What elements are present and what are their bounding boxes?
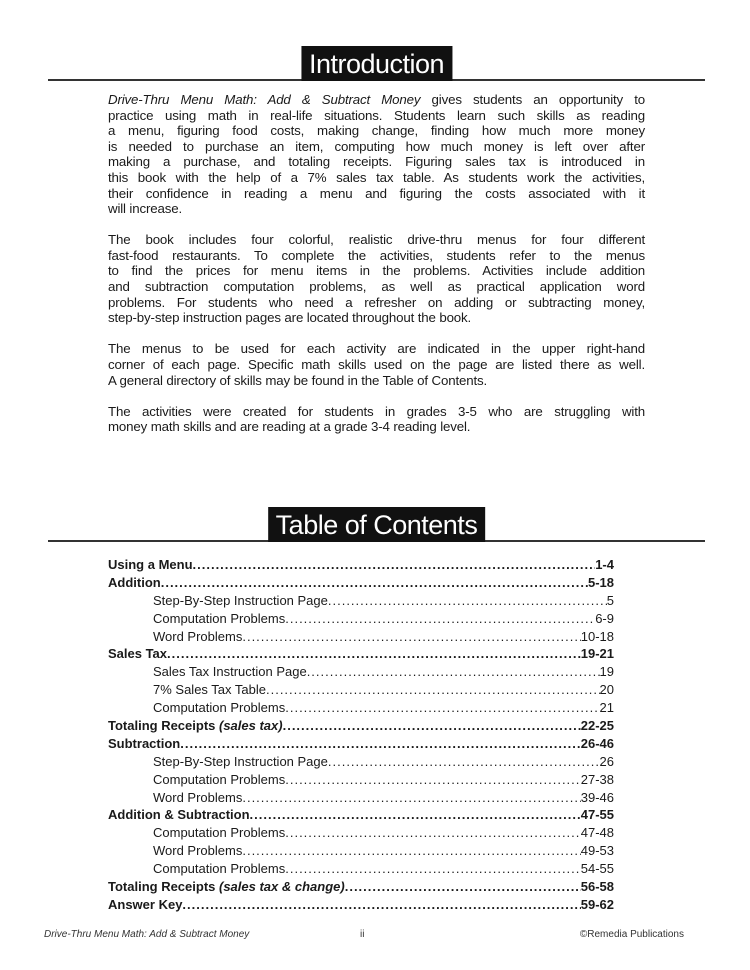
dot-leader (285, 824, 581, 842)
toc-entry-label (153, 753, 328, 771)
toc-entry-pages: 56-58 (580, 879, 614, 895)
toc-label-note: (sales tax & change) (219, 879, 345, 895)
dot-leader (242, 842, 580, 860)
paragraph (108, 232, 645, 326)
toc-entry (108, 735, 614, 753)
dot-leader (285, 860, 581, 878)
paragraph (108, 92, 645, 217)
toc-entry-pages: 10-18 (580, 628, 614, 644)
paragraph-line: problems. For students who need a refresher on adding or subtracting money, (108, 294, 645, 310)
paragraph (108, 404, 645, 435)
toc-entry-label (108, 735, 180, 753)
toc-entry-pages: 22-25 (580, 718, 614, 734)
toc-entry-label (153, 824, 285, 842)
paragraph-line: will increase. (108, 201, 183, 217)
toc-label-text: Addition & Subtraction (108, 807, 250, 823)
toc-label-text: Sales Tax Instruction Page (153, 664, 307, 680)
toc-entry-label (108, 896, 182, 914)
toc-entry (108, 681, 614, 699)
paragraph-line: making a purchase, and totaling receipts. Figuring sales tax is introduced in (108, 154, 645, 170)
toc-label-text: Answer Key (108, 896, 183, 912)
paragraph-line: and subtraction computation problems, as well as practical application word (108, 279, 645, 295)
paragraph-line: a menu, figuring food costs, making change, finding how much more money (108, 123, 645, 139)
dot-leader (250, 806, 581, 824)
toc-label-text: Computation Problems (153, 825, 286, 841)
toc-entry-label (153, 771, 285, 789)
toc-label-text: Totaling Receipts (108, 718, 219, 734)
toc-heading (48, 510, 705, 542)
toc-entry-label (153, 663, 307, 681)
toc-title: Table of Contents (268, 507, 486, 542)
toc-entry-pages: 19-21 (580, 646, 614, 662)
toc-entry (108, 789, 614, 807)
toc-label-note: (sales tax) (219, 718, 283, 734)
dot-leader (285, 771, 581, 789)
toc-entry-pages: 1-4 (595, 557, 614, 572)
toc-entry (108, 824, 614, 842)
dot-leader (161, 574, 588, 592)
toc-entry-pages: 6-9 (595, 610, 614, 626)
toc-entry-label (108, 878, 345, 896)
toc-entry-pages: 19 (599, 664, 614, 680)
paragraph-line: this book with the help of a 7% sales tax table. As students work the activities, (108, 169, 645, 185)
toc-entry-pages: 59-62 (580, 896, 614, 912)
paragraph-line: corner of each page. Specific math skills used on the page are listed there as well. (108, 356, 645, 372)
paragraph (108, 341, 645, 388)
toc-entry-label (108, 556, 193, 574)
toc-entry-label (153, 789, 242, 807)
toc-entry (108, 806, 614, 824)
toc-label-text: 7% Sales Tax Table (153, 682, 266, 698)
dot-leader (167, 645, 581, 663)
dot-leader (266, 681, 600, 699)
toc-entry-pages: 54-55 (580, 861, 614, 877)
toc-label-text: Computation Problems (153, 861, 286, 877)
footer-page-number: ii (360, 929, 365, 940)
dot-leader (285, 610, 595, 628)
dot-leader (193, 556, 596, 574)
dot-leader (242, 789, 580, 807)
paragraph-line: money math skills and are reading at a grade 3-4 reading level. (108, 419, 471, 435)
toc-label-text: Word Problems (153, 843, 243, 859)
toc-label-text: Computation Problems (153, 610, 286, 626)
toc-entry (108, 717, 614, 735)
toc-entry-label (108, 645, 167, 663)
paragraph-line: The book includes four colorful, realistic drive-thru menus for four different (108, 232, 645, 248)
toc-label-text: Computation Problems (153, 700, 286, 716)
toc-entry-pages: 26 (599, 753, 614, 769)
dot-leader (328, 592, 607, 610)
toc-entry (108, 628, 614, 646)
toc-entry-pages: 47-55 (580, 807, 614, 823)
paragraph-line: The activities were created for students in grades 3-5 who are struggling with (108, 403, 645, 419)
toc-label-text: Totaling Receipts (108, 879, 219, 895)
toc-entry-pages: 5 (606, 592, 614, 608)
dot-leader (307, 663, 600, 681)
dot-leader (285, 699, 599, 717)
paragraph-line: practice using math in real-life situations. Students learn such skills as reading (108, 107, 645, 123)
table-of-contents (108, 556, 614, 914)
toc-entry-pages: 47-48 (580, 825, 614, 841)
book-title-italic: Drive-Thru Menu Math: Add & Subtract Money (108, 92, 421, 107)
toc-entry (108, 878, 614, 896)
toc-entry (108, 896, 614, 914)
toc-label-text: Word Problems (153, 628, 243, 644)
toc-label-text: Subtraction (108, 735, 181, 751)
introduction-heading (48, 49, 705, 81)
toc-entry (108, 592, 614, 610)
toc-entry-label (153, 628, 242, 646)
toc-entry-label (153, 592, 328, 610)
toc-entry-label (153, 699, 285, 717)
toc-entry (108, 663, 614, 681)
dot-leader (180, 735, 581, 753)
toc-label-text: Using a Menu (108, 557, 193, 572)
introduction-body (108, 92, 645, 450)
toc-entry-label (108, 574, 161, 592)
dot-leader (283, 717, 581, 735)
line-text: gives students an opportunity to (420, 92, 645, 107)
toc-entry (108, 645, 614, 663)
paragraph-line (108, 92, 645, 108)
toc-entry (108, 556, 614, 574)
paragraph-line: their confidence in reading a menu and figuring the costs associated with it (108, 185, 645, 201)
paragraph-line: A general directory of skills may be found in the Table of Contents. (108, 372, 488, 388)
toc-label-text: Word Problems (153, 789, 243, 805)
paragraph-line: The menus to be used for each activity are indicated in the upper right-hand (108, 341, 645, 357)
toc-entry (108, 753, 614, 771)
dot-leader (345, 878, 581, 896)
dot-leader (242, 628, 580, 646)
toc-label-text: Step-By-Step Instruction Page (153, 592, 328, 608)
toc-label-text: Addition (108, 574, 161, 590)
dot-leader (182, 896, 580, 914)
toc-entry-pages: 26-46 (580, 735, 614, 751)
paragraph-line: step-by-step instruction pages are located throughout the book. (108, 310, 472, 326)
paragraph-line: to find the prices for menu items in the problems. Activities include addition (108, 263, 645, 279)
paragraph-line: fast-food restaurants. To complete the activities, students refer to the menus (108, 247, 645, 263)
toc-entry-pages: 20 (599, 682, 614, 698)
toc-entry (108, 574, 614, 592)
toc-label-text: Sales Tax (108, 646, 168, 662)
toc-entry-label (153, 860, 285, 878)
toc-entry (108, 610, 614, 628)
toc-entry-label (153, 681, 266, 699)
toc-entry-label (153, 842, 242, 860)
toc-entry (108, 699, 614, 717)
toc-label-text: Computation Problems (153, 771, 286, 787)
paragraph-line: is needed to purchase an item, computing how much money is left over after (108, 138, 645, 154)
toc-entry-pages: 21 (599, 700, 614, 716)
footer-publisher: ©Remedia Publications (579, 929, 684, 940)
toc-entry (108, 860, 614, 878)
toc-entry (108, 771, 614, 789)
toc-entry-label (108, 717, 283, 735)
toc-entry-pages: 39-46 (580, 789, 614, 805)
toc-entry-label (108, 806, 250, 824)
toc-entry-label (153, 610, 285, 628)
footer-book-title: Drive-Thru Menu Math: Add & Subtract Money (44, 929, 250, 940)
toc-entry-pages: 27-38 (580, 771, 614, 787)
toc-entry (108, 842, 614, 860)
dot-leader (328, 753, 600, 771)
toc-entry-pages: 5-18 (587, 574, 614, 590)
toc-entry-pages: 49-53 (580, 843, 614, 859)
introduction-title: Introduction (301, 46, 452, 81)
toc-label-text: Step-By-Step Instruction Page (153, 753, 328, 769)
